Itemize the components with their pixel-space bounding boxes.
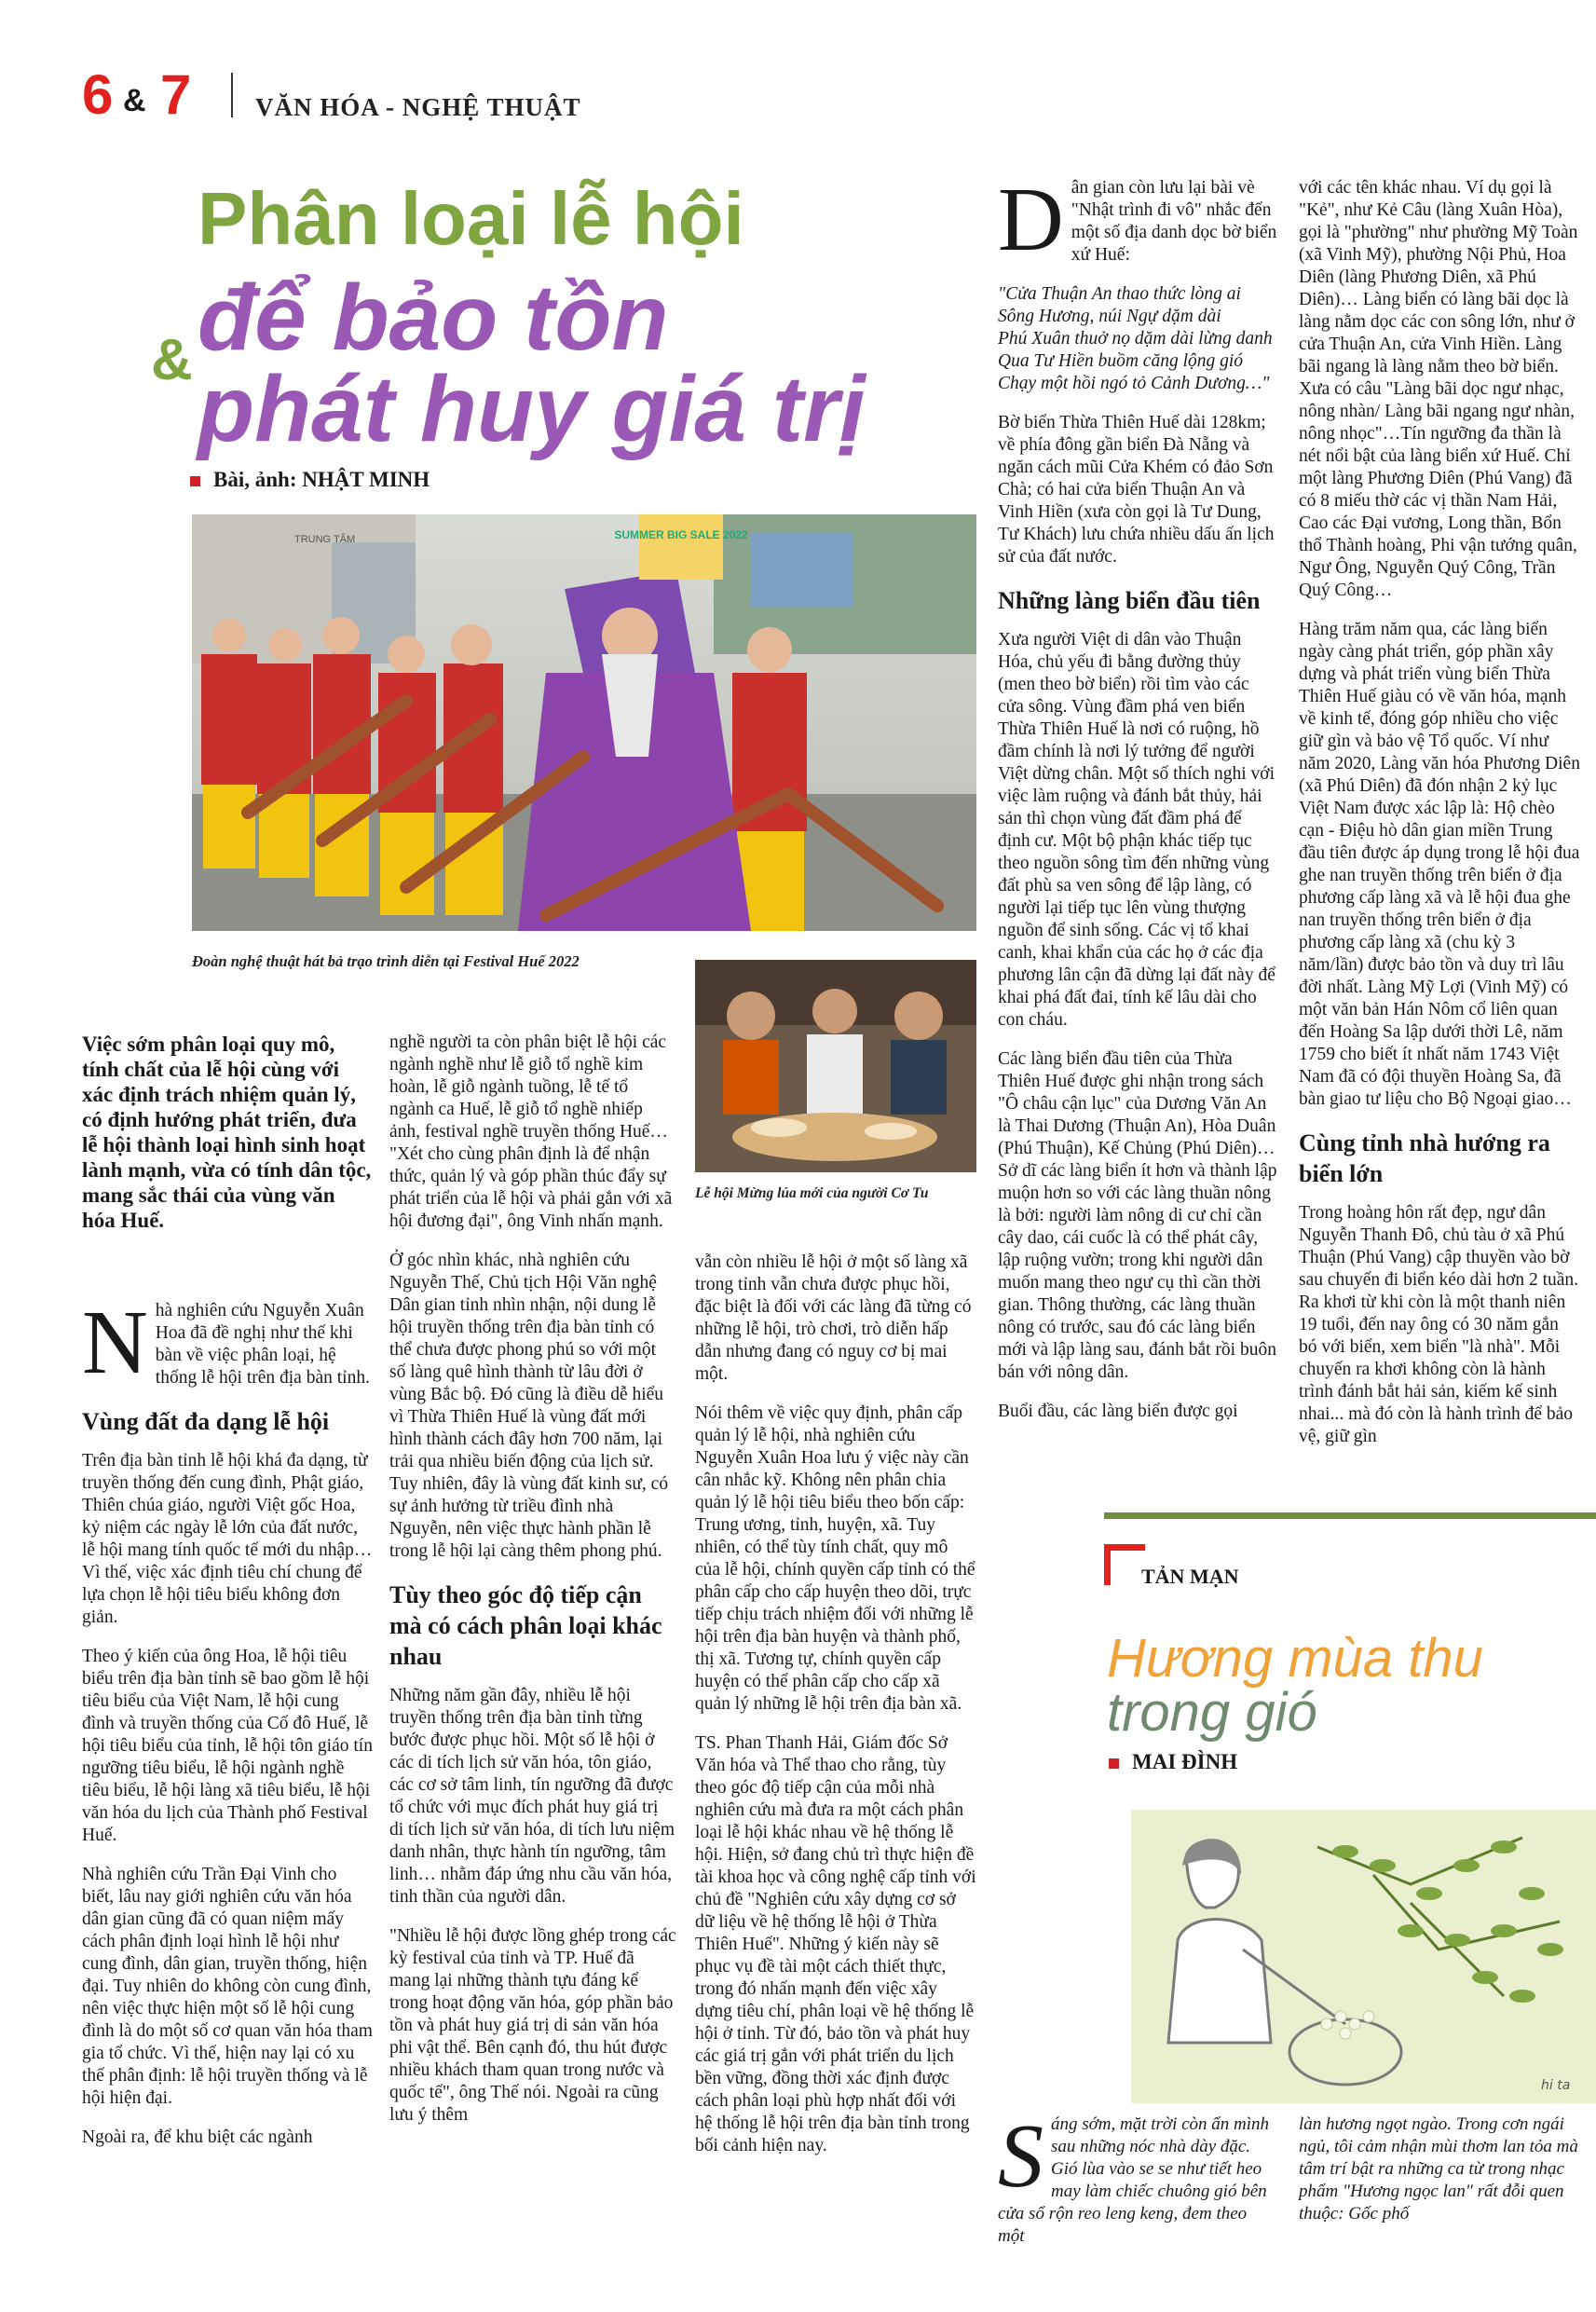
tanman-left-body: áng sớm, mặt trời còn ẩn mình sau những nóc nhà dày đặc. Gió lùa vào se se như tiết heo may làm chiếc chuông gió bên cửa sổ rộn reo leng keng, đem theo một bbox=[998, 2114, 1270, 2246]
headline-line3: phát huy giá trị bbox=[198, 357, 866, 461]
tanman-right-text bbox=[1299, 2114, 1580, 2242]
col2-p2: Ở góc nhìn khác, nhà nghiên cứu Nguyễn Thế, Chủ tịch Hội Văn nghệ Dân gian tỉnh nhìn nhận, nội dung lễ hội truyền thống trên địa bàn tỉnh có thể chưa được phong phú so với một số làng quê hình thành từ lâu đời ở vùng Bắc bộ. Đó cũng là điều dễ hiểu vì Thừa Thiên Huế là vùng đất mới hình thành cách đây hơn 700 năm, lại trải qua nhiều biến động của lịch sử. Tuy nhiên, đây là vùng đất kinh sư, có sự ảnh hưởng từ triều đình nhà Nguyễn, nên việc thực hành phần lễ trong lễ hội lại càng thêm phong phú. bbox=[389, 1251, 669, 1561]
col1-intro: hà nghiên cứu Nguyễn Xuân Hoa đã đề nghị như thế khi bàn về việc phân loại, hệ thống lễ hội trên địa bàn tỉnh. bbox=[155, 1301, 370, 1388]
photo-co-tu-festival bbox=[695, 960, 976, 1172]
col4-p2: Xưa người Việt di dân vào Thuận Hóa, chủ yếu đi bằng đường thủy (men theo bờ biển) rồi tìm vào các cửa sông. Vùng đầm phá ven biển Thừa Thiên Huế là nơi có ruộng, hồ đầm chính là nơi lý tưởng để người Việt dừng chân. Một số thích nghi với việc làm ruộng và đánh bắt thủy, hải sản thì chọn vùng đất đầm phá để định cư. Một bộ phận khác tiếp tục theo nguồn sông tìm đến những vùng đất phù sa ven sông để lập làng, có người lại tiếp tục lên vùng thượng nguồn để sinh sống. Các vị tổ khai canh, khai khẩn của các họ ở các địa phương lân cận đã dừng lại đất này để khai phá đất đai, tính kế lâu dài cho con cháu. bbox=[998, 630, 1275, 1030]
byline bbox=[190, 468, 430, 492]
headline-line2: để bảo tồn bbox=[198, 266, 669, 370]
subheading-huong-ra-bien: Cùng tỉnh nhà hướng ra biển lớn bbox=[1299, 1129, 1550, 1187]
column-1 bbox=[82, 1293, 373, 2166]
col1-p3: Nhà nghiên cứu Trần Đại Vinh cho biết, lâu nay giới nghiên cứu văn hóa dân gian cũng đã có quan niệm mấy cách phân định loại hình lễ hội như cung đình, dân gian, truyền thống, hiện đại. Tuy nhiên do không còn cung đình, nên việc thực hiện một số lễ hội cung đình là do một số cơ quan văn hóa tham gia tổ chức. Vì thế, hiện nay lại có xu thế phân định: lễ hội truyền thống và lễ hội hiện đại. bbox=[82, 1865, 373, 2108]
col5-p2: Hàng trăm năm qua, các làng biển ngày càng phát triển, góp phần xây dựng và phát triển vùng biển Thừa Thiên Huế giàu có về văn hóa, mạnh về kinh tế, đóng góp nhiều cho việc giữ gìn và bảo vệ Tổ quốc. Ví như năm 2020, Làng văn hóa Phương Diên (xã Phú Diên) đã đón nhận 2 kỷ lục Việt Nam được xác lập là: Hộ chèo cạn - Điệu hò dân gian miền Trung đầu tiên được áp dụng trong lễ hội đua ghe nan truyền thống trên biển ở địa phương cấp làng xã và lễ hội đua ghe nan truyền thống trên biển ở địa phương cấp làng xã (chu kỳ 3 năm/lần) được bảo tồn và duy trì lâu đời nhất. Làng Mỹ Lợi (Vinh Mỹ) có một văn bản Hán Nôm cổ liên quan đến Hoàng Sa lập dưới thời Lê, năm 1759 cho biết ít nhất năm 1743 Việt Nam đã có đội thuyền Hoàng Sa, đã bàn giao tư liệu cho Bộ Ngoại giao… bbox=[1299, 620, 1580, 1109]
photo1-caption: Đoàn nghệ thuật hát bả trạo trình diễn tại Festival Huế 2022 bbox=[192, 952, 580, 970]
page-number-right: 7 bbox=[160, 63, 192, 126]
col4-p1: Bờ biển Thừa Thiên Huế dài 128km; về phía đông gần biển Đà Nẵng và ngăn cách mũi Cửa Khém có đảo Sơn Chà; có hai cửa biển Thuận An và Vinh Hiền (xưa còn gọi là Tư Dung, Tư Khách) lưu chứa nhiều dấu ấn lịch sử của đất nước. bbox=[998, 413, 1275, 567]
photo1-illustration bbox=[192, 514, 976, 931]
headline-line1: Phân loại lễ hội bbox=[198, 177, 744, 260]
col5-p3: Trong hoàng hôn rất đẹp, ngư dân Nguyễn Thanh Đô, chủ tàu ở xã Phú Thuận (Phú Vang) cập thuyền vào bờ sau chuyến đi biển kéo dài hơn 2 tuần. Ra khơi từ khi còn là một thanh niên 19 tuổi, đến nay ông có 30 năm gắn bó với biển, xem biển "là nhà". Mỗi chuyến ra khơi không còn là hành trình đánh bắt hải sản, kiếm kế sinh nhai... mà đó còn là hành trình để bảo vệ, giữ gìn bbox=[1299, 1203, 1579, 1446]
tanman-illustration bbox=[1131, 1810, 1596, 2103]
col4-poem: "Cửa Thuận An thao thức lòng ai Sông Hương, núi Ngự dặm dài Phú Xuân thuở nọ dặm dài lừng danh Qua Tư Hiền buồm căng lộng gió Chạy một hồi ngó tỏ Cảnh Dương…" bbox=[998, 284, 1273, 393]
tanman-frame-icon bbox=[1104, 1544, 1145, 1585]
subheading-vung-dat: Vùng đất đa dạng lễ hội bbox=[82, 1408, 330, 1435]
cyclist-flowers-drawing bbox=[1131, 1810, 1596, 2103]
col1-p2: Theo ý kiến của ông Hoa, lễ hội tiêu biểu trên địa bàn tỉnh sẽ bao gồm lễ hội tiêu biểu của Việt Nam, lễ hội cung đình và truyền thống của Cố đô Huế, lễ hội tiêu biểu của tỉnh, lễ hội tôn giáo tín ngưỡng tiêu biểu, lễ hội ngành nghề tiêu biểu, lễ hội làng xã tiêu biểu, lễ hội văn hóa du lịch của Thành phố Festival Huế. bbox=[82, 1647, 373, 1845]
subheading-lang-bien: Những làng biển đầu tiên bbox=[998, 587, 1261, 614]
tanman-right-body: làn hương ngọt ngào. Trong cơn ngái ngủ, tôi cảm nhận mùi thơm lan tỏa mà tâm trí bật ra những ca từ trong nhạc phẩm "Hương ngọc lan" rất đỗi quen thuộc: Gốc phố bbox=[1299, 2114, 1578, 2223]
col4-intro: ân gian còn lưu lại bài vè "Nhật trình đi vô" nhắc đến một số địa danh dọc bờ biển xứ Huế: bbox=[1071, 178, 1277, 265]
page-number-left: 6 bbox=[82, 63, 114, 126]
column-4 bbox=[998, 170, 1277, 1440]
tanman-title2: trong gió bbox=[1107, 1682, 1317, 1743]
headline-amp: & bbox=[151, 328, 193, 392]
col2-p4: "Nhiều lễ hội được lồng ghép trong các kỳ festival của tỉnh và TP. Huế đã mang lại những thành tựu đáng kể trong hoạt động văn hóa, góp phần bảo tồn và phát huy giá trị di sản văn hóa phi vật thể. Bên cạnh đó, thu hút được nhiều khách tham quan trong nước và quốc tế", ông Thế nói. Ngoài ra cũng lưu ý thêm bbox=[389, 1926, 676, 2125]
column-3 bbox=[695, 1252, 976, 2174]
subheading-tuy-theo: Tùy theo góc độ tiếp cận mà có cách phân loại khác nhau bbox=[389, 1581, 662, 1670]
column-2 bbox=[389, 1032, 676, 2143]
col1-p4: Ngoài ra, để khu biệt các ngành bbox=[82, 2127, 313, 2147]
page-header bbox=[82, 65, 734, 130]
tanman-byline bbox=[1109, 1750, 1237, 1774]
col3-p3: TS. Phan Thanh Hải, Giám đốc Sở Văn hóa và Thể thao cho rằng, tùy theo góc độ tiếp cận của mỗi nhà nghiên cứu mà đưa ra một cách phân loại lễ hội khác nhau về hệ thống lễ hội. Hiện, sở đang chủ trì thực hiện đề tài khoa học và công nghệ cấp tỉnh với chủ đề "Nghiên cứu xây dựng cơ sở dữ liệu về hệ thống lễ hội ở Thừa Thiên Huế". Những ý kiến này sẽ phục vụ đề tài một cách thiết thực, trong đó nhấn mạnh đến việc xây dựng tiêu chí, phân loại về hệ thống lễ hội ở tỉnh. Từ đó, bảo tồn và phát huy các giá trị gắn với phát triển du lịch bền vững, đồng thời xác định được cách phân loại phù hợp nhất đối với hệ thống lễ hội trên địa bàn tỉnh trong bối cảnh hiện nay. bbox=[695, 1733, 976, 2155]
dropcap-d: D bbox=[998, 170, 1064, 270]
tanman-left-text bbox=[998, 2106, 1277, 2264]
byline-marker bbox=[190, 476, 200, 486]
dropcap-n: N bbox=[82, 1293, 148, 1393]
column-5 bbox=[1299, 177, 1580, 1465]
tanman-label bbox=[1104, 1544, 1384, 1591]
col1-p1: Trên địa bàn tỉnh lễ hội khá đa dạng, từ truyền thống đến cung đình, Phật giáo, Thiên chúa giáo, người Việt gốc Hoa, kỷ niệm các ngày lễ lớn của đất nước, lễ hội mang tính quốc tế mới du nhập… Vì thế, việc xác định tiêu chí chung để lựa chọn lễ hội tiêu biểu không đơn giản. bbox=[82, 1451, 373, 1627]
lead-paragraph: Việc sớm phân loại quy mô, tính chất của lễ hội cùng với xác định trách nhiệm quản lý, có định hướng phát triển, đưa lễ hội thành loại hình sinh hoạt lành mạnh, vừa có tính dân tộc, mang sắc thái của vùng văn hóa Huế. bbox=[82, 1033, 372, 1232]
photo1-sign: TRUNG TÂM bbox=[294, 534, 356, 545]
photo2-caption: Lễ hội Mừng lúa mới của người Cơ Tu bbox=[695, 1185, 929, 1201]
col2-p1: nghề người ta còn phân biệt lễ hội các ngành nghề như lễ giỗ tổ nghề kim hoàn, lễ giỗ ngành tuồng, lễ tế tổ ngành ca Huế, lễ giỗ tổ nghề nhiếp ảnh, festival nghề truyền thống Huế… "Xét cho cùng phân định là để nhận thức, quản lý và góp phần thúc đẩy sự phát triển của lễ hội và phải gắn với xã hội đương đại", ông Vinh nhấn mạnh. bbox=[389, 1033, 673, 1231]
header-divider bbox=[231, 73, 233, 117]
tanman-label-text: TẢN MẠN bbox=[1141, 1565, 1239, 1588]
col3-p1: vẫn còn nhiều lễ hội ở một số làng xã trong tỉnh vẫn chưa được phục hồi, đặc biệt là đối với các làng đã từng có những lễ hội, trò chơi, trò diễn hấp dẫn nhưng đang có nguy cơ bị mai một. bbox=[695, 1252, 972, 1384]
byline-text: Bài, ảnh: NHẬT MINH bbox=[213, 468, 430, 491]
photo-ba-trao-performance bbox=[192, 514, 976, 931]
illustration-signature: hi ta bbox=[1541, 2078, 1571, 2093]
col4-p3: Các làng biển đầu tiên của Thừa Thiên Huế được ghi nhận trong sách "Ô châu cận lục" của Dương Văn An là Thai Dương (Thuận An), Hòa Duân (Phú Thuận), Kế Chủng (Phú Diên)… Sở dĩ các làng biển ít hơn và thành lập muộn hơn so với các làng thuần nông là bởi: người làm nông di cư chỉ cần cây dao, cái cuốc là có thể phát cây, lập ruộng vườn; trong khi người dân muốn mang theo ngư cụ thì cần thời gian. Thông thường, các làng thuần nông có trước, sau đó các làng biển mới và lập làng sau, đánh bắt rồi buôn bán với nông dân. bbox=[998, 1049, 1277, 1382]
col5-p1: với các tên khác nhau. Ví dụ gọi là "Kẻ", như Kẻ Câu (làng Xuân Hòa), gọi là "phường" như phường Mỹ Toàn (xã Vinh Mỹ), phường Nội Phủ, Hoa Diên (làng Phương Diên, xã Phú Diên)… Làng biển có làng bãi dọc là làng nằm dọc các con sông lớn, như ở cửa Thuận An, cửa Vinh Hiền. Làng bãi ngang là làng nằm theo bờ biển. Xưa có câu "Làng bãi dọc ngư nhạc, nông nhàn/ Làng bãi ngang ngư nhàn, nông nhọc"…Tín ngưỡng đa thần là nét nổi bật của làng biển xứ Huế. Chỉ một làng Phương Diên (Phú Vang) đã có 8 miếu thờ các vị thần Nam Hải, Cao các Đại vương, Long thần, Bổn thổ Thành hoàng, Phi vận tướng quân, Ngư Ông, Nguyễn Quý Công, Trần Quý Công… bbox=[1299, 178, 1578, 600]
col2-p3: Những năm gần đây, nhiều lễ hội truyền thống trên địa bàn tỉnh từng bước được phục hồi. Một số lễ hội ở các di tích lịch sử văn hóa, tôn giáo, các cơ sở tâm linh, tín ngưỡng đã được tổ chức với mục đích phát huy giá trị di tích lịch sử văn hóa, di tích lưu niệm danh nhân, thực hành tín ngưỡng, tâm linh… nhằm đáp ứng nhu cầu văn hóa, tinh thần của người dân. bbox=[389, 1686, 675, 1907]
col4-p4: Buổi đầu, các làng biển được gọi bbox=[998, 1402, 1238, 1421]
dropcap-s: S bbox=[998, 2106, 1044, 2207]
tanman-title1: Hương mùa thu bbox=[1107, 1628, 1483, 1689]
page-number-amp: & bbox=[123, 83, 146, 118]
photo2-illustration bbox=[695, 960, 976, 1172]
tanman-byline-text: MAI ĐÌNH bbox=[1132, 1750, 1238, 1773]
tanman-byline-marker bbox=[1109, 1758, 1119, 1769]
section-title: VĂN HÓA - NGHỆ THUẬT bbox=[255, 93, 581, 121]
col3-p2: Nói thêm về việc quy định, phân cấp quản lý lễ hội, nhà nghiên cứu Nguyễn Xuân Hoa lưu ý việc này cần cân nhắc kỹ. Không nên phân chia quản lý lễ hội tiêu biểu theo bốn cấp: Trung ương, tỉnh, huyện, xã. Tuy nhiên, có thể tùy tính chất, quy mô của lễ hội, chính quyền cấp tỉnh có thể phân cấp cho cấp huyện theo dõi, trực tiếp chịu trách nhiệm đối với những lễ hội trên địa bàn huyện và thành phố, thị xã. Tương tự, chính quyền cấp huyện có thể phân cấp cho cấp xã quản lý những lễ hội trên địa bàn xã. bbox=[695, 1403, 975, 1714]
tanman-divider bbox=[1104, 1512, 1596, 1519]
photo1-banner: SUMMER BIG SALE 2022 bbox=[614, 528, 748, 541]
